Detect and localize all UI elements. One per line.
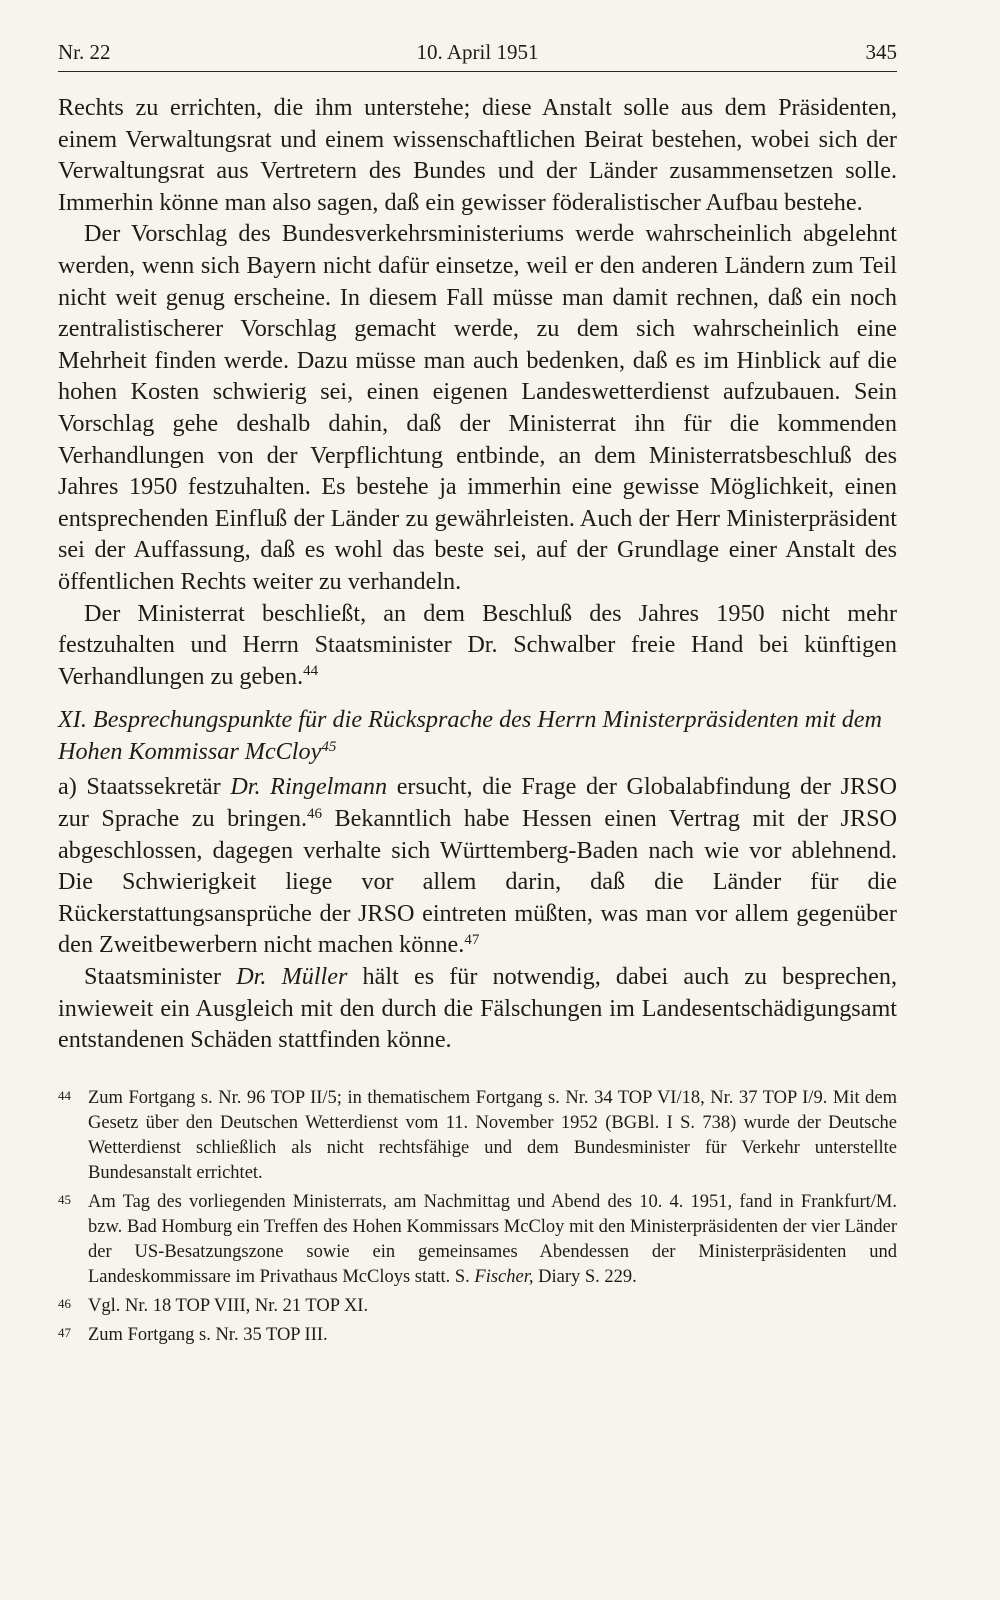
footnote-text-part: Diary S. 229.: [533, 1266, 637, 1287]
footnote-ref-44[interactable]: 44: [303, 663, 319, 680]
footnote-text: Zum Fortgang s. Nr. 35 TOP III.: [88, 1324, 328, 1345]
footnote-47: [58, 1323, 897, 1348]
paragraph-b: [58, 961, 897, 1056]
section-heading: [58, 704, 897, 767]
footnote-number: 46: [58, 1295, 71, 1311]
speaker-name: Dr. Ringelmann: [230, 773, 388, 801]
paragraph-b-lead: Staatsminister: [84, 963, 237, 991]
footnote-ref-45[interactable]: 45: [321, 738, 337, 755]
paragraph-2: Der Vorschlag des Bundesverkehrsministeriums werde wahrscheinlich abgelehnt werden, wenn sich Bayern nicht dafür einsetze, weil er den anderen Ländern zum Teil nicht weit genug erscheine. In diesem Fall müsse man damit rechnen, daß ein noch zentralistischerer Vorschlag gemacht werde, zu dem sich wahrscheinlich eine Mehrheit finden werde. Dazu müsse man auch bedenken, daß es im Hinblick auf die hohen Kosten schwierig sei, einen eigenen Landeswetterdienst aufzubauen. Sein Vorschlag gehe deshalb dahin, daß der Ministerrat ihn für die kommenden Verhandlungen von der Verpflichtung entbinde, an dem Ministerratsbeschluß des Jahres 1950 festzuhalten. Es bestehe ja immerhin eine gewisse Möglichkeit, einen entsprechenden Einfluß der Länder zu gewährleisten. Auch der Herr Ministerpräsident sei der Auffassung, daß es wohl das beste sei, auf der Grundlage einer Anstalt des öffentlichen Rechts weiter zu verhandeln.: [58, 220, 897, 595]
footnote-number: 44: [58, 1087, 71, 1103]
header-date: 10. April 1951: [416, 40, 539, 64]
main-text: [58, 92, 897, 1056]
page-number: 345: [865, 40, 897, 64]
footnote-text: [88, 1190, 897, 1290]
section-heading-text: XI. Besprechungspunkte für die Rücksprache des Herrn Ministerpräsidenten mit dem Hohen Kommissar McCloy: [58, 706, 882, 765]
paragraph-3: [58, 598, 897, 693]
document-number: Nr. 22: [58, 40, 111, 64]
speaker-name: Dr. Müller: [236, 963, 348, 991]
footnote-ref-46[interactable]: 46: [307, 805, 322, 822]
footnote-text: Vgl. Nr. 18 TOP VIII, Nr. 21 TOP XI.: [88, 1295, 369, 1316]
footnote-45: [58, 1190, 897, 1290]
footnote-text-part: Am Tag des vorliegenden Ministerrats, am Nachmittag und Abend des 10. 4. 1951, fand in Frankfurt/M. bzw. Bad Homburg ein Treffen des Hohen Kommissars McCloy mit den Ministerpräsidenten der vier Länder der US-Besatzungszone sowie ein gemeinsames Abendessen der Ministerpräsidenten und Landeskommissare im Privathaus McCloys statt. S.: [88, 1191, 897, 1287]
footnote-text: Zum Fortgang s. Nr. 96 TOP II/5; in thematischem Fortgang s. Nr. 34 TOP VI/18, Nr. 37 TOP I/9. Mit dem Gesetz über den Deutschen Wetterdienst vom 11. November 1952 (BGBl. I S. 738) wurde der Deutsche Wetterdienst schließlich als nicht rechtsfähige und dem Bundesminister für Verkehr unterstellte Bundesanstalt errichtet.: [88, 1087, 897, 1183]
paragraph-3-text: Der Ministerrat beschließt, an dem Beschluß des Jahres 1950 nicht mehr festzuhalten und Herrn Staatsminister Dr. Schwalber freie Hand bei künftigen Verhandlungen zu geben.: [58, 599, 897, 690]
footnote-author: Fischer,: [474, 1266, 534, 1287]
footnotes: [58, 1086, 897, 1348]
document-page: [58, 40, 897, 1352]
paragraph-a-lead: a) Staatssekretär: [58, 773, 231, 801]
paragraph-1: Rechts zu errichten, die ihm unterstehe; diese Anstalt solle aus dem Präsidenten, einem Verwaltungsrat und einem wissenschaftlichen Beirat bestehen, wobei sich der Verwaltungsrat aus Vertretern des Bundes und der Länder zusammensetzen solle. Immerhin könne man also sagen, daß ein gewisser föderalistischer Aufbau bestehe.: [58, 94, 897, 216]
footnote-44: [58, 1086, 897, 1186]
paragraph-a-text: ersucht, die Frage der Globalabfindung der JRSO zur Sprache zu bringen.: [58, 773, 897, 833]
paragraph-a: [58, 771, 897, 961]
paragraph-a-continued: Bekanntlich habe Hessen einen Vertrag mit der JRSO abgeschlossen, dagegen verhalte sich Württemberg-Baden nach wie vor ablehnend. Die Schwierigkeit liege vor allem darin, daß die Länder für die Rückerstattungsansprüche der JRSO eintreten müßten, was man vor allem gegenüber den Zweitbewerbern nicht machen könne.: [58, 805, 897, 959]
footnote-number: 45: [58, 1191, 71, 1207]
footnote-46: [58, 1294, 897, 1319]
footnote-ref-47[interactable]: 47: [464, 932, 480, 949]
paragraph-b-text: hält es für notwendig, dabei auch zu besprechen, inwieweit ein Ausgleich mit den durch die Fälschungen im Landesentschädigungsamt entstandenen Schäden stattfinden könne.: [58, 963, 897, 1054]
running-header: [58, 40, 897, 72]
footnote-number: 47: [58, 1324, 71, 1340]
